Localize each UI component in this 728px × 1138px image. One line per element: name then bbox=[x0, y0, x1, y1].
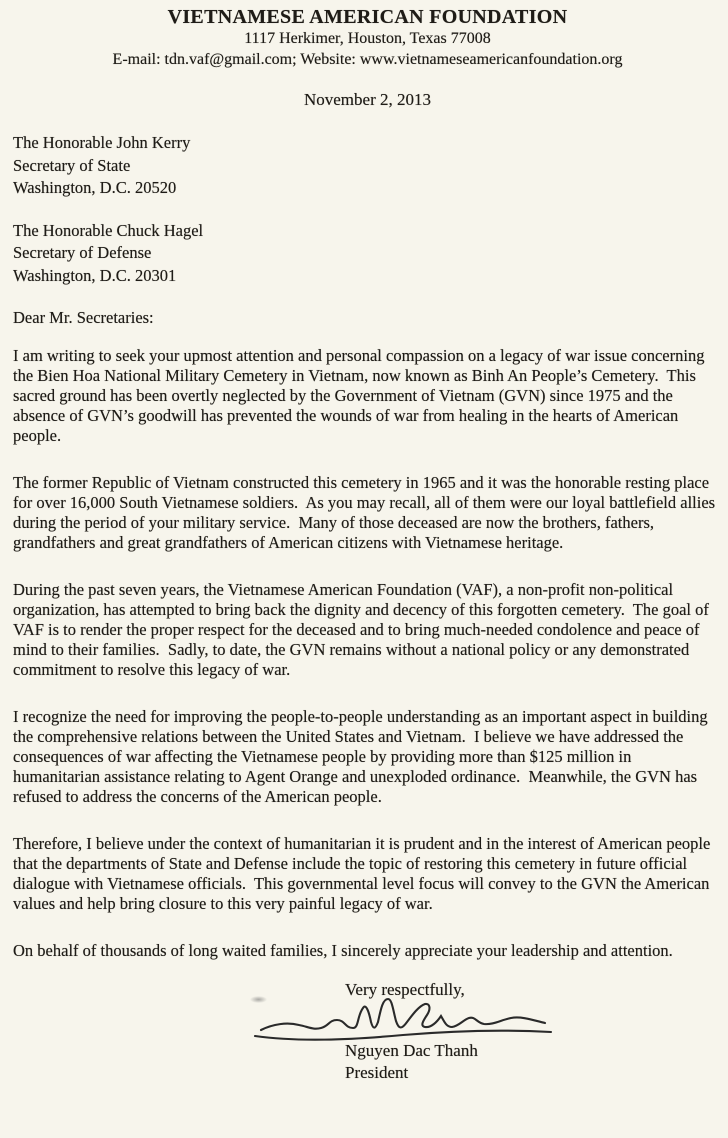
signatory-title: President bbox=[345, 1063, 409, 1082]
letter-body bbox=[13, 346, 722, 961]
recipient-chuck-hagel bbox=[13, 220, 722, 288]
paragraph-6: On behalf of thousands of long waited families, I sincerely appreciate your leadership and attention. bbox=[13, 941, 673, 960]
signature bbox=[253, 996, 558, 1042]
recipient-john-kerry bbox=[13, 132, 722, 200]
closing-block bbox=[13, 980, 722, 1084]
letterhead bbox=[13, 6, 722, 70]
recipient-name: The Honorable John Kerry bbox=[13, 133, 191, 152]
scan-smudge-artifact bbox=[250, 996, 267, 1003]
recipient-name: The Honorable Chuck Hagel bbox=[13, 220, 204, 240]
recipient-city: Washington, D.C. 20520 bbox=[13, 178, 177, 197]
paragraph-1: I am writing to seek your upmost attention and personal compassion on a legacy of war issue concerning the Bien Hoa National Military Cemetery in Vietnam, now known as Binh An People’s Cemetery. This sacred ground has been overtly neglected by the Government of Vietnam (GVN) since 1975 and the absence of GVN’s goodwill has prevented the wounds of war from healing in the hearts of American people. bbox=[13, 346, 709, 445]
paragraph-5: Therefore, I believe under the context of humanitarian it is prudent and in the interest of American people that the departments of State and Defense include the topic of restoring this cemetery in future official dialogue with Vietnamese officials. This governmental level focus will convey to the GVN the American values and help bring closure to this very painful legacy of war. bbox=[13, 834, 715, 913]
recipient-city: Washington, D.C. 20301 bbox=[13, 265, 177, 285]
salutation: Dear Mr. Secretaries: bbox=[13, 308, 154, 327]
paragraph-3: During the past seven years, the Vietnamese American Foundation (VAF), a non-profit non-political organization, has attempted to bring back the dignity and decency of this forgotten cemetery. The goal of VAF is to render the proper respect for the deceased and to bring much-needed condolence and peace of mind to their families. Sadly, to date, the GVN remains without a national policy or any demonstrated commitment to resolve this legacy of war. bbox=[13, 580, 713, 679]
paragraph-4: I recognize the need for improving the people-to-people understanding as an important aspect in building the comprehensive relations between the United States and Vietnam. I believe we have addressed the consequences of war affecting the Vietnamese people by providing more than $125 million in humanitarian assistance relating to Agent Orange and unexploded ordinance. Meanwhile, the GVN has refused to address the concerns of the American people. bbox=[13, 707, 712, 806]
organization-name: VIETNAMESE AMERICAN FOUNDATION bbox=[167, 6, 568, 28]
letter-date: November 2, 2013 bbox=[303, 90, 431, 109]
signatory-name: Nguyen Dac Thanh bbox=[345, 1041, 478, 1060]
recipient-title: Secretary of State bbox=[13, 155, 131, 175]
recipient-title: Secretary of Defense bbox=[13, 243, 152, 262]
organization-contact: E-mail: tdn.vaf@gmail.com; Website: www.vietnameseamericanfoundation.org bbox=[112, 51, 623, 68]
organization-address: 1117 Herkimer, Houston, Texas 77008 bbox=[244, 30, 491, 47]
valediction: Very respectfully, bbox=[345, 980, 465, 999]
recipient-blocks bbox=[13, 132, 722, 287]
paragraph-2: The former Republic of Vietnam constructed this cemetery in 1965 and it was the honorable resting place for over 16,000 South Vietnamese soldiers. As you may recall, all of them were our loyal battlefield allies during the period of your military service. Many of those deceased are now the brothers, fathers, grandfathers and great grandfathers of American citizens with Vietnamese heritage. bbox=[13, 473, 720, 552]
